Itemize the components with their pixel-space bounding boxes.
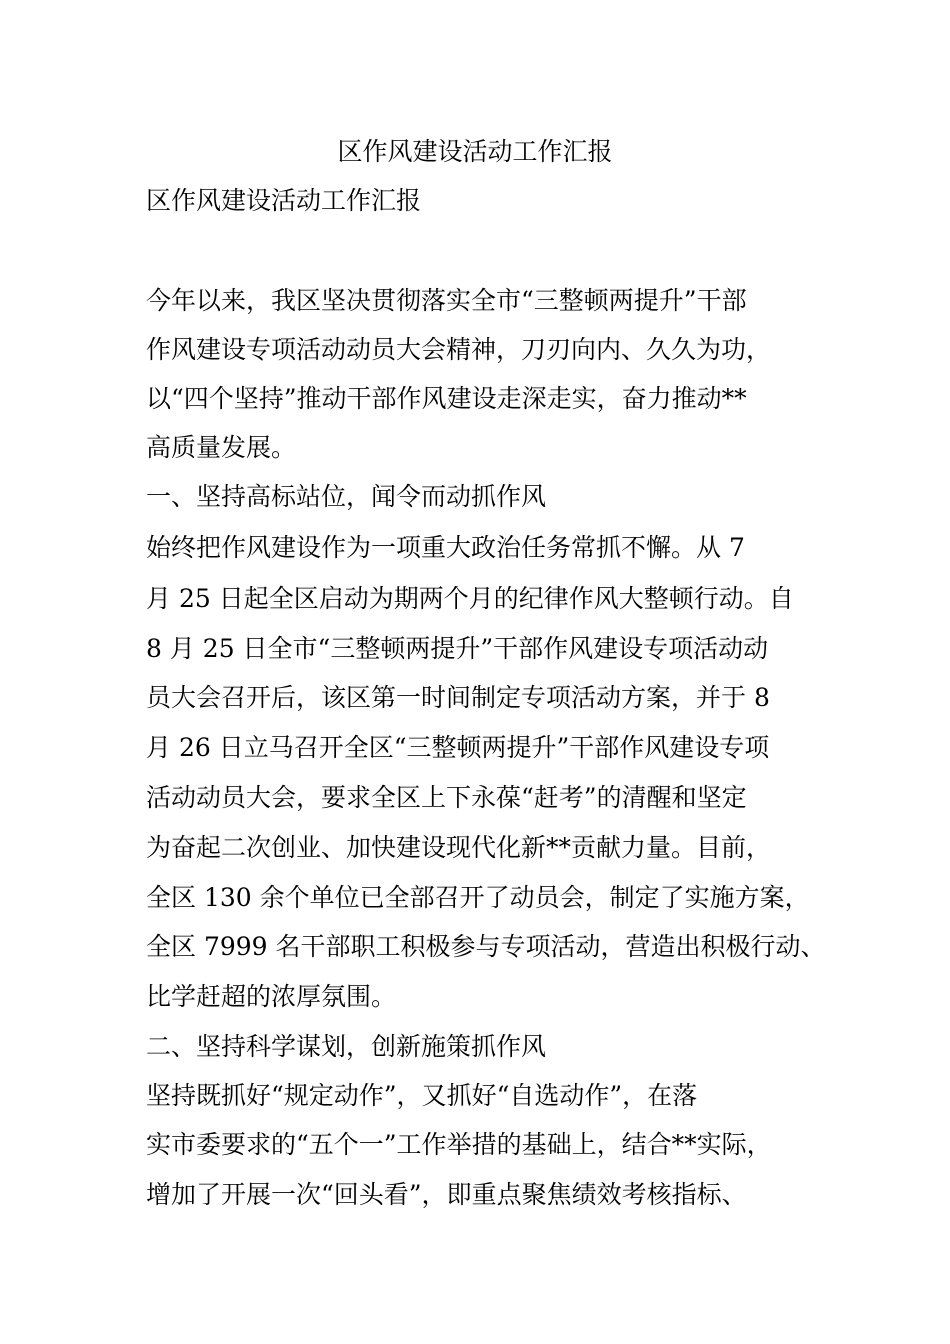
paragraph-line: 月 25 日起全区启动为期两个月的纪律作风大整顿行动。自 (146, 584, 794, 613)
intro-line: 以“四个坚持”推动干部作风建设走深走实，奋力推动** (146, 384, 747, 413)
paragraph-line: 员大会召开后，该区第一时间制定专项活动方案，并于 8 (146, 683, 770, 712)
paragraph-line: 实市委要求的“五个一”工作举措的基础上，结合**实际， (146, 1130, 772, 1159)
paragraph-line: 始终把作风建设作为一项重大政治任务常抓不懈。从 7 (146, 533, 745, 562)
document-subtitle: 区作风建设活动工作汇报 (146, 186, 422, 215)
paragraph-line: 为奋起二次创业、加快建设现代化新**贡献力量。目前， (146, 833, 772, 862)
section-heading: 二、坚持科学谋划，创新施策抓作风 (146, 1032, 547, 1061)
paragraph-line: 活动动员大会，要求全区上下永葆“赶考”的清醒和坚定 (146, 783, 747, 812)
intro-line: 作风建设专项活动动员大会精神，刀刃向内、久久为功， (146, 335, 772, 364)
paragraph-line: 比学赶超的浓厚氛围。 (146, 982, 397, 1011)
intro-line: 今年以来，我区坚决贯彻落实全市“三整顿两提升”干部 (146, 286, 747, 315)
paragraph-line: 8 月 25 日全市“三整顿两提升”干部作风建设专项活动动 (146, 634, 769, 663)
paragraph-line: 月 26 日立马召开全区“三整顿两提升”干部作风建设专项 (146, 733, 770, 762)
paragraph-line: 全区 130 余个单位已全部召开了动员会，制定了实施方案， (146, 883, 810, 912)
paragraph-line: 全区 7999 名干部职工积极参与专项活动，营造出积极行动、 (146, 932, 826, 961)
paragraph-line: 坚持既抓好“规定动作”，又抓好“自选动作”，在落 (146, 1081, 698, 1110)
document-title: 区作风建设活动工作汇报 (337, 137, 613, 166)
paragraph-line: 增加了开展一次“回头看”，即重点聚焦绩效考核指标、 (146, 1180, 747, 1209)
section-heading: 一、坚持高标站位，闻令而动抓作风 (146, 482, 547, 511)
intro-line: 高质量发展。 (146, 433, 297, 462)
